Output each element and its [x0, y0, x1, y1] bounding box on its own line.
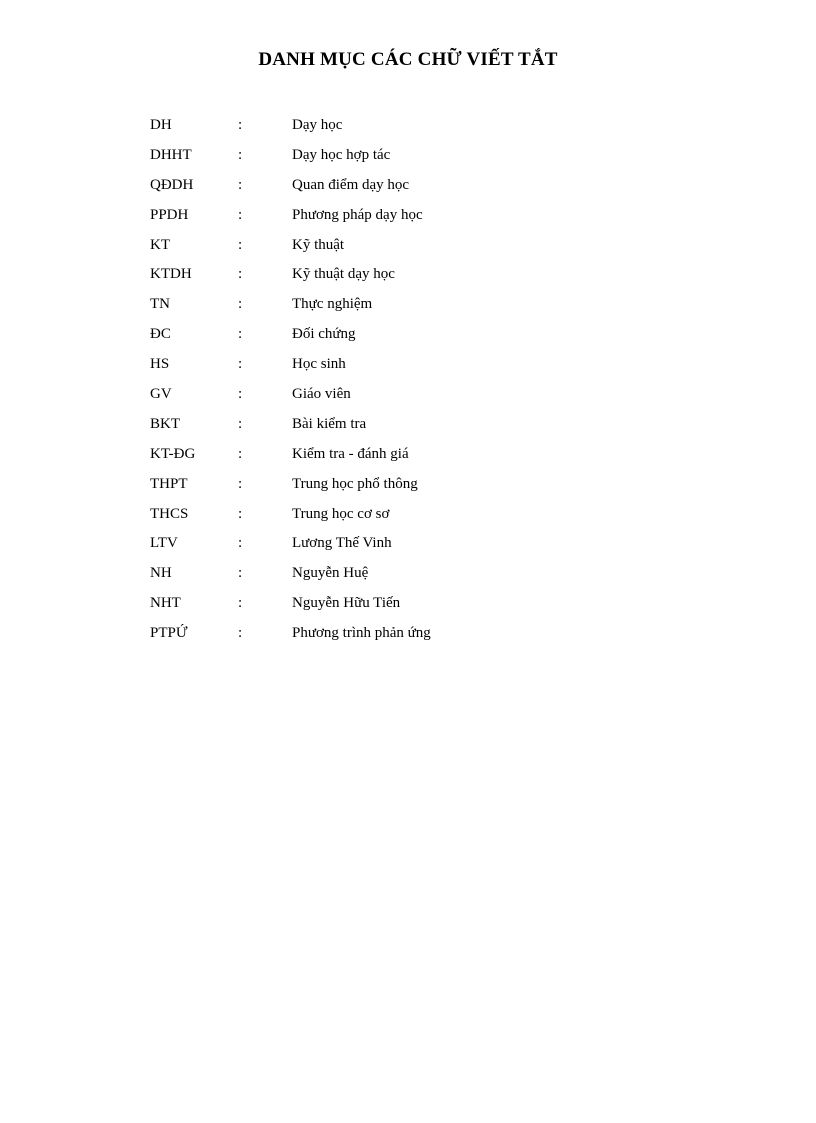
- list-item: [150, 292, 670, 322]
- abbreviation-meaning: Nguyễn Hữu Tiến: [292, 595, 401, 612]
- separator-colon: :: [238, 625, 243, 642]
- abbreviation-meaning: Dạy học: [292, 117, 343, 133]
- abbreviation-meaning: Trung học cơ sơ: [292, 505, 390, 522]
- list-item: [150, 143, 670, 173]
- abbreviation-code: DHHT: [150, 146, 192, 163]
- list-item: [150, 322, 670, 352]
- abbreviation-code: GV: [150, 386, 172, 403]
- abbreviation-meaning: Lương Thế Vinh: [292, 535, 392, 552]
- abbreviation-meaning: Kỹ thuật dạy học: [292, 266, 395, 283]
- abbreviation-code: KT: [150, 236, 170, 253]
- abbreviation-meaning: Học sinh: [292, 356, 346, 373]
- separator-colon: :: [238, 535, 243, 552]
- list-item: [150, 382, 670, 412]
- list-item: [150, 113, 670, 143]
- abbreviation-meaning: Bài kiểm tra: [292, 415, 367, 432]
- separator-colon: :: [238, 236, 243, 253]
- abbreviation-meaning: Dạy học hợp tác: [292, 146, 391, 163]
- list-item: [150, 502, 670, 532]
- list-item: [150, 442, 670, 472]
- list-item: [150, 472, 670, 502]
- separator-colon: :: [238, 266, 243, 283]
- list-item: [150, 262, 670, 292]
- abbreviation-meaning: Trung học phổ thông: [292, 475, 418, 492]
- separator-colon: :: [238, 296, 243, 313]
- abbreviation-code: QĐDH: [150, 176, 194, 193]
- abbreviation-meaning: Phương pháp dạy học: [292, 206, 423, 223]
- abbreviation-code: KTDH: [150, 266, 192, 283]
- list-item: [150, 621, 670, 651]
- abbreviation-code: HS: [150, 356, 170, 373]
- list-item: [150, 352, 670, 382]
- abbreviation-code: ĐC: [150, 326, 171, 343]
- list-item: [150, 173, 670, 203]
- list-item: [150, 531, 670, 561]
- abbreviation-meaning: Phương trình phản ứng: [292, 625, 431, 642]
- abbreviation-meaning: Nguyễn Huệ: [292, 565, 369, 582]
- abbreviation-code: THCS: [150, 505, 189, 522]
- abbreviation-meaning: Kiểm tra - đánh giá: [292, 445, 409, 462]
- abbreviation-code: NH: [150, 565, 172, 582]
- list-item: [150, 561, 670, 591]
- abbreviation-meaning: Đối chứng: [292, 326, 356, 343]
- abbreviation-code: NHT: [150, 595, 181, 612]
- abbreviation-code: LTV: [150, 535, 178, 552]
- list-item: [150, 412, 670, 442]
- separator-colon: :: [238, 326, 243, 343]
- abbreviation-code: KT-ĐG: [150, 445, 196, 462]
- abbreviation-meaning: Quan điểm dạy học: [292, 176, 410, 193]
- abbreviation-code: DH: [150, 117, 172, 133]
- separator-colon: :: [238, 117, 243, 133]
- abbreviation-code: TN: [150, 296, 170, 313]
- abbreviation-meaning: Kỹ thuật: [292, 236, 345, 253]
- separator-colon: :: [238, 505, 243, 522]
- abbreviation-meaning: Thực nghiệm: [292, 296, 373, 313]
- separator-colon: :: [238, 595, 243, 612]
- abbreviation-code: THPT: [150, 475, 188, 492]
- separator-colon: :: [238, 445, 243, 462]
- list-item: [150, 203, 670, 233]
- abbreviation-code: BKT: [150, 415, 180, 432]
- abbreviation-code: PTPỨ: [150, 625, 188, 642]
- separator-colon: :: [238, 176, 243, 193]
- list-item: [150, 591, 670, 621]
- abbreviation-code: PPDH: [150, 206, 189, 223]
- separator-colon: :: [238, 415, 243, 432]
- separator-colon: :: [238, 356, 243, 373]
- separator-colon: :: [238, 206, 243, 223]
- page-title: DANH MỤC CÁC CHỮ VIẾT TẮT: [258, 49, 558, 70]
- list-item: [150, 233, 670, 263]
- separator-colon: :: [238, 475, 243, 492]
- separator-colon: :: [238, 386, 243, 403]
- abbreviation-list: [150, 113, 670, 651]
- separator-colon: :: [238, 565, 243, 582]
- separator-colon: :: [238, 146, 243, 163]
- abbreviation-meaning: Giáo viên: [292, 386, 351, 403]
